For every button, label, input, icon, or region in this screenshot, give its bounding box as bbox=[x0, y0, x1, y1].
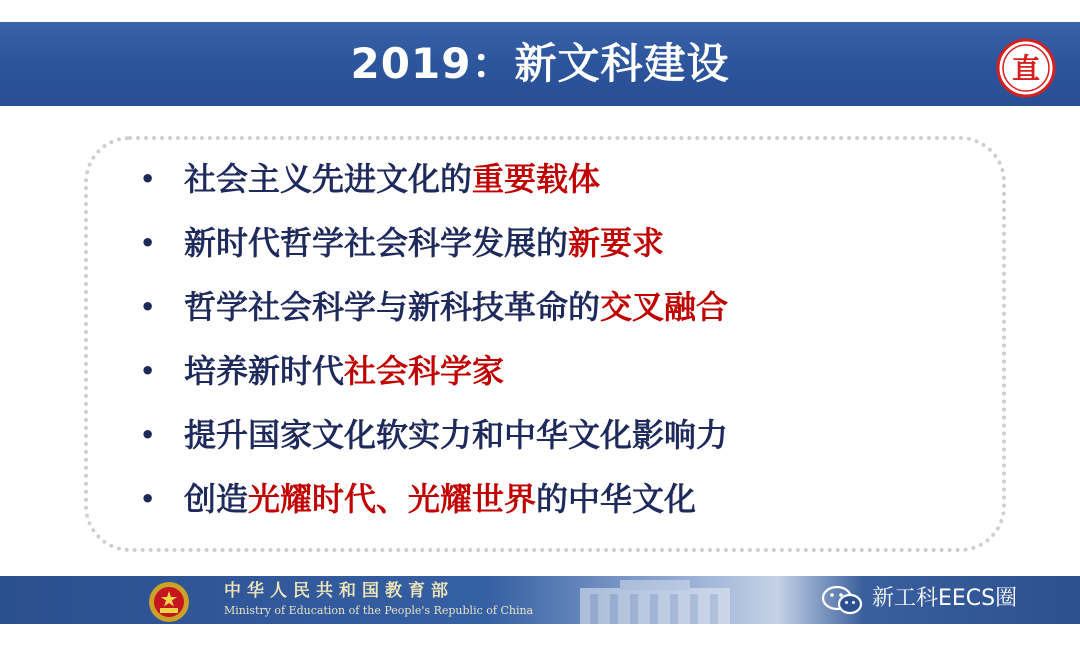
bullet-highlight-text: 光耀时代、光耀世界 bbox=[248, 480, 537, 518]
logo-glyph: 直 bbox=[1011, 52, 1041, 85]
bullet-item bbox=[140, 412, 728, 458]
ministry-name-en: Ministry of Education of the People's Republic of China bbox=[224, 604, 534, 617]
title-bar bbox=[0, 22, 1080, 106]
bullet-text: 新时代哲学社会科学发展的 bbox=[184, 224, 569, 262]
bullet-item bbox=[140, 284, 728, 330]
bullet-item bbox=[140, 348, 504, 394]
bullet-item bbox=[140, 156, 600, 202]
bullet-item bbox=[140, 476, 696, 522]
bullet-highlight-text: 社会科学家 bbox=[344, 352, 505, 390]
wechat-watermark: 新工科EECS圈 bbox=[872, 586, 1018, 611]
bullet-dot: • bbox=[140, 357, 156, 385]
bullet-text: 创造 bbox=[184, 480, 249, 518]
bullet-highlight-text: 重要载体 bbox=[472, 160, 601, 198]
bullet-text: 社会主义先进文化的 bbox=[184, 160, 473, 198]
bullet-dot: • bbox=[140, 421, 156, 449]
ministry-name-cn: 中华人民共和国教育部 bbox=[224, 581, 454, 601]
bullet-highlight-text: 新要求 bbox=[568, 224, 665, 262]
national-emblem-icon bbox=[142, 580, 196, 624]
bullet-text: 培养新时代 bbox=[184, 352, 345, 390]
bullet-dot: • bbox=[140, 485, 156, 513]
bullet-dot: • bbox=[140, 165, 156, 193]
building-image bbox=[560, 578, 750, 624]
bullet-dot: • bbox=[140, 293, 156, 321]
slide-title: 2019：新文科建设 bbox=[350, 39, 730, 88]
bullet-text: 哲学社会科学与新科技革命的 bbox=[184, 288, 601, 326]
bullet-item bbox=[140, 220, 664, 266]
bullet-text: 的中华文化 bbox=[536, 480, 697, 518]
bullet-dot: • bbox=[140, 229, 156, 257]
bullet-text: 提升国家文化软实力和中华文化影响力 bbox=[184, 416, 729, 454]
university-logo-icon bbox=[996, 38, 1056, 98]
wechat-icon bbox=[820, 584, 866, 616]
bullet-highlight-text: 交叉融合 bbox=[600, 288, 729, 326]
